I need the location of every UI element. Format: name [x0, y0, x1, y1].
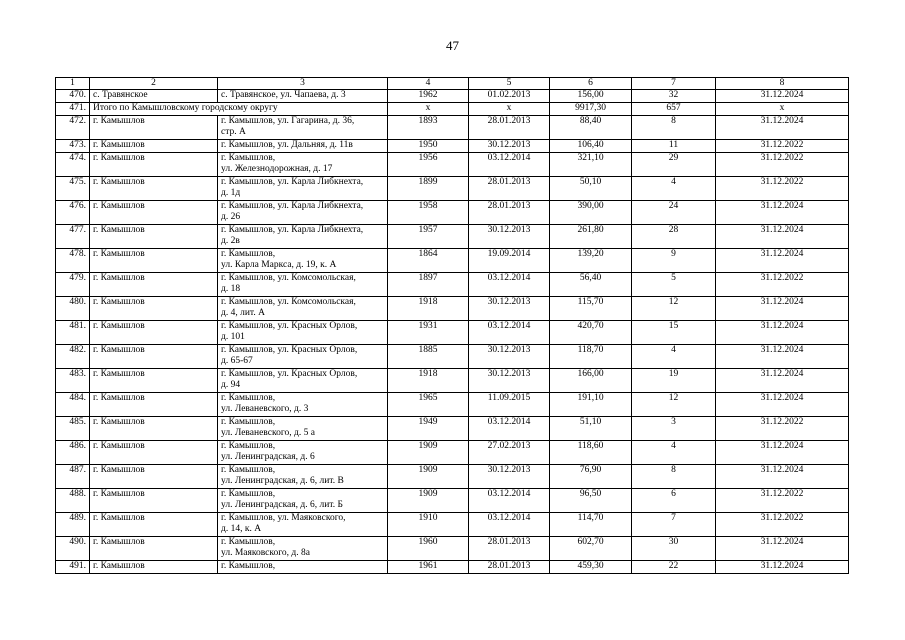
area-cell: 9917,30 [550, 103, 632, 116]
row-number-cell: 476. [56, 201, 90, 225]
table-row [56, 561, 849, 574]
inclusion-date-cell: 03.12.2014 [469, 513, 550, 537]
row-number-cell: 481. [56, 321, 90, 345]
address-line: г. Камышлов, ул. Красных Орлов, [221, 345, 358, 355]
address-line: ул. Железнодорожная, д. 17 [221, 164, 333, 174]
table-row [56, 417, 849, 441]
residents-count-cell: 29 [632, 153, 716, 177]
address-cell [218, 321, 388, 345]
build-year-cell: 1965 [388, 393, 469, 417]
table-row [56, 177, 849, 201]
column-number: 6 [550, 78, 632, 90]
address-cell [218, 465, 388, 489]
address-line: д. 4, лит. А [221, 308, 265, 318]
settlement-cell: г. Камышлов [90, 225, 218, 249]
table-row [56, 153, 849, 177]
inclusion-date-cell: 30.12.2013 [469, 225, 550, 249]
address-cell [218, 393, 388, 417]
address-cell [218, 201, 388, 225]
residents-count-cell: 22 [632, 561, 716, 574]
settlement-cell: г. Камышлов [90, 537, 218, 561]
residents-count-cell: 32 [632, 90, 716, 103]
residents-count-cell: 3 [632, 417, 716, 441]
page-number: 47 [446, 38, 459, 53]
build-year-cell: 1909 [388, 465, 469, 489]
address-line: г. Камышлов, [221, 465, 276, 475]
row-number-cell: 483. [56, 369, 90, 393]
residents-count-cell: 24 [632, 201, 716, 225]
address-line: г. Камышлов, ул. Комсомольская, [221, 273, 356, 283]
table-row [56, 465, 849, 489]
table-row [56, 249, 849, 273]
row-number-cell: 489. [56, 513, 90, 537]
area-cell: 118,70 [550, 345, 632, 369]
deadline-date-cell: 31.12.2022 [716, 140, 849, 153]
inclusion-date-cell: 28.01.2013 [469, 537, 550, 561]
build-year-cell: 1918 [388, 297, 469, 321]
table-row [56, 489, 849, 513]
address-line: г. Камышлов, ул. Гагарина, д. 36, [221, 116, 355, 126]
deadline-date-cell: 31.12.2022 [716, 177, 849, 201]
row-number-cell: 474. [56, 153, 90, 177]
build-year-cell: 1950 [388, 140, 469, 153]
address-line: г. Камышлов, ул. Комсомольская, [221, 297, 356, 307]
settlement-cell: г. Камышлов [90, 489, 218, 513]
build-year-cell: 1909 [388, 441, 469, 465]
deadline-date-cell: х [716, 103, 849, 116]
column-number: 5 [469, 78, 550, 90]
settlement-cell: г. Камышлов [90, 393, 218, 417]
address-line: д. 14, к. А [221, 524, 262, 534]
table-row [56, 345, 849, 369]
address-line: г. Камышлов, [221, 489, 276, 499]
area-cell: 191,10 [550, 393, 632, 417]
housing-registry-table [55, 77, 849, 574]
build-year-cell: 1957 [388, 225, 469, 249]
settlement-cell: г. Камышлов [90, 417, 218, 441]
table-row [56, 90, 849, 103]
build-year-cell: 1893 [388, 116, 469, 140]
build-year-cell: 1962 [388, 90, 469, 103]
address-cell [218, 140, 388, 153]
address-line: д. 1д [221, 188, 241, 198]
address-line: г. Камышлов, [221, 153, 276, 163]
deadline-date-cell: 31.12.2024 [716, 369, 849, 393]
residents-count-cell: 6 [632, 489, 716, 513]
address-line: ул. Ленинградская, д. 6 [221, 452, 315, 462]
address-line: д. 26 [221, 212, 241, 222]
settlement-cell: г. Камышлов [90, 345, 218, 369]
row-number-cell: 482. [56, 345, 90, 369]
settlement-cell: г. Камышлов [90, 321, 218, 345]
inclusion-date-cell: 11.09.2015 [469, 393, 550, 417]
settlement-cell: г. Камышлов [90, 201, 218, 225]
address-line: ул. Леваневского, д. 3 [221, 404, 309, 414]
settlement-cell: г. Камышлов [90, 561, 218, 574]
row-number-cell: 475. [56, 177, 90, 201]
inclusion-date-cell: 03.12.2014 [469, 321, 550, 345]
area-cell: 96,50 [550, 489, 632, 513]
deadline-date-cell: 31.12.2024 [716, 297, 849, 321]
address-cell [218, 273, 388, 297]
deadline-date-cell: 31.12.2024 [716, 465, 849, 489]
inclusion-date-cell: 28.01.2013 [469, 116, 550, 140]
table-row [56, 297, 849, 321]
inclusion-date-cell: 03.12.2014 [469, 153, 550, 177]
address-cell [218, 513, 388, 537]
address-cell [218, 489, 388, 513]
address-line: д. 2в [221, 236, 240, 246]
table-row [56, 537, 849, 561]
settlement-cell: г. Камышлов [90, 116, 218, 140]
address-cell [218, 249, 388, 273]
deadline-date-cell: 31.12.2024 [716, 345, 849, 369]
table-row [56, 369, 849, 393]
residents-count-cell: 11 [632, 140, 716, 153]
address-cell [218, 177, 388, 201]
residents-count-cell: 9 [632, 249, 716, 273]
address-line: г. Камышлов, ул. Дальняя, д. 11в [221, 140, 353, 150]
build-year-cell: 1899 [388, 177, 469, 201]
deadline-date-cell: 31.12.2024 [716, 90, 849, 103]
table-row [56, 201, 849, 225]
inclusion-date-cell: 03.12.2014 [469, 417, 550, 441]
address-cell [218, 116, 388, 140]
address-line: ул. Леваневского, д. 5 а [221, 428, 315, 438]
address-cell [218, 345, 388, 369]
settlement-cell: г. Камышлов [90, 153, 218, 177]
row-number-cell: 490. [56, 537, 90, 561]
residents-count-cell: 19 [632, 369, 716, 393]
residents-count-cell: 4 [632, 177, 716, 201]
area-cell: 420,70 [550, 321, 632, 345]
address-line: г. Камышлов, ул. Красных Орлов, [221, 369, 358, 379]
area-cell: 390,00 [550, 201, 632, 225]
row-number-cell: 491. [56, 561, 90, 574]
address-cell [218, 90, 388, 103]
row-number-cell: 487. [56, 465, 90, 489]
row-number-cell: 473. [56, 140, 90, 153]
settlement-cell: с. Травянское [90, 90, 218, 103]
table-row [56, 393, 849, 417]
deadline-date-cell: 31.12.2022 [716, 153, 849, 177]
build-year-cell: 1949 [388, 417, 469, 441]
column-number: 1 [56, 78, 90, 90]
deadline-date-cell: 31.12.2024 [716, 441, 849, 465]
table-row [56, 116, 849, 140]
address-line: г. Камышлов, ул. Карла Либкнехта, [221, 177, 364, 187]
residents-count-cell: 8 [632, 116, 716, 140]
address-line: ул. Маяковского, д. 8а [221, 548, 310, 558]
build-year-cell: 1961 [388, 561, 469, 574]
inclusion-date-cell: 19.09.2014 [469, 249, 550, 273]
table-row [56, 273, 849, 297]
area-cell: 321,10 [550, 153, 632, 177]
deadline-date-cell: 31.12.2022 [716, 513, 849, 537]
address-cell [218, 417, 388, 441]
deadline-date-cell: 31.12.2022 [716, 489, 849, 513]
area-cell: 261,80 [550, 225, 632, 249]
address-cell [218, 537, 388, 561]
inclusion-date-cell: х [469, 103, 550, 116]
build-year-cell: 1864 [388, 249, 469, 273]
table-row [56, 225, 849, 249]
area-cell: 56,40 [550, 273, 632, 297]
address-cell [218, 225, 388, 249]
inclusion-date-cell: 30.12.2013 [469, 345, 550, 369]
settlement-cell: г. Камышлов [90, 140, 218, 153]
residents-count-cell: 4 [632, 441, 716, 465]
area-cell: 114,70 [550, 513, 632, 537]
residents-count-cell: 12 [632, 393, 716, 417]
build-year-cell: 1885 [388, 345, 469, 369]
row-number-cell: 484. [56, 393, 90, 417]
address-line: д. 65-67 [221, 356, 253, 366]
inclusion-date-cell: 01.02.2013 [469, 90, 550, 103]
area-cell: 106,40 [550, 140, 632, 153]
table-row [56, 441, 849, 465]
address-line: г. Камышлов, [221, 537, 276, 547]
deadline-date-cell: 31.12.2022 [716, 273, 849, 297]
area-cell: 50,10 [550, 177, 632, 201]
residents-count-cell: 4 [632, 345, 716, 369]
inclusion-date-cell: 30.12.2013 [469, 297, 550, 321]
settlement-cell: г. Камышлов [90, 513, 218, 537]
address-cell [218, 441, 388, 465]
deadline-date-cell: 31.12.2024 [716, 249, 849, 273]
total-row [56, 103, 849, 116]
address-line: с. Травянское, ул. Чапаева, д. 3 [221, 90, 346, 100]
inclusion-date-cell: 28.01.2013 [469, 561, 550, 574]
row-number-cell: 471. [56, 103, 90, 116]
address-cell [218, 561, 388, 574]
column-number: 2 [90, 78, 218, 90]
address-line: д. 18 [221, 284, 241, 294]
row-number-cell: 479. [56, 273, 90, 297]
address-cell [218, 369, 388, 393]
build-year-cell: 1897 [388, 273, 469, 297]
area-cell: 602,70 [550, 537, 632, 561]
area-cell: 166,00 [550, 369, 632, 393]
row-number-cell: 477. [56, 225, 90, 249]
table-row [56, 321, 849, 345]
build-year-cell: 1910 [388, 513, 469, 537]
inclusion-date-cell: 28.01.2013 [469, 177, 550, 201]
deadline-date-cell: 31.12.2024 [716, 225, 849, 249]
deadline-date-cell: 31.12.2024 [716, 201, 849, 225]
area-cell: 139,20 [550, 249, 632, 273]
settlement-cell: г. Камышлов [90, 273, 218, 297]
address-cell [218, 297, 388, 321]
total-label-cell: Итого по Камышловскому городскому округу [90, 103, 388, 116]
inclusion-date-cell: 30.12.2013 [469, 140, 550, 153]
address-cell [218, 153, 388, 177]
inclusion-date-cell: 30.12.2013 [469, 369, 550, 393]
area-cell: 88,40 [550, 116, 632, 140]
residents-count-cell: 12 [632, 297, 716, 321]
deadline-date-cell: 31.12.2024 [716, 393, 849, 417]
address-line: г. Камышлов, [221, 417, 276, 427]
area-cell: 118,60 [550, 441, 632, 465]
settlement-cell: г. Камышлов [90, 441, 218, 465]
address-line: г. Камышлов, [221, 561, 276, 571]
row-number-cell: 486. [56, 441, 90, 465]
build-year-cell: 1958 [388, 201, 469, 225]
address-line: стр. А [221, 127, 246, 137]
settlement-cell: г. Камышлов [90, 177, 218, 201]
area-cell: 76,90 [550, 465, 632, 489]
row-number-cell: 480. [56, 297, 90, 321]
build-year-cell: 1918 [388, 369, 469, 393]
inclusion-date-cell: 28.01.2013 [469, 201, 550, 225]
deadline-date-cell: 31.12.2024 [716, 537, 849, 561]
build-year-cell: 1960 [388, 537, 469, 561]
settlement-cell: г. Камышлов [90, 369, 218, 393]
inclusion-date-cell: 30.12.2013 [469, 465, 550, 489]
inclusion-date-cell: 03.12.2014 [469, 273, 550, 297]
table-row [56, 140, 849, 153]
column-number: 3 [218, 78, 388, 90]
area-cell: 115,70 [550, 297, 632, 321]
address-line: г. Камышлов, [221, 441, 276, 451]
column-number: 7 [632, 78, 716, 90]
deadline-date-cell: 31.12.2024 [716, 561, 849, 574]
residents-count-cell: 15 [632, 321, 716, 345]
settlement-cell: г. Камышлов [90, 297, 218, 321]
row-number-cell: 470. [56, 90, 90, 103]
deadline-date-cell: 31.12.2024 [716, 116, 849, 140]
table-row [56, 513, 849, 537]
row-number-cell: 478. [56, 249, 90, 273]
residents-count-cell: 8 [632, 465, 716, 489]
column-number: 8 [716, 78, 849, 90]
area-cell: 459,30 [550, 561, 632, 574]
address-line: г. Камышлов, [221, 393, 276, 403]
column-number: 4 [388, 78, 469, 90]
deadline-date-cell: 31.12.2022 [716, 417, 849, 441]
address-line: г. Камышлов, ул. Карла Либкнехта, [221, 201, 364, 211]
column-number-row [56, 78, 849, 90]
residents-count-cell: 28 [632, 225, 716, 249]
row-number-cell: 472. [56, 116, 90, 140]
address-line: г. Камышлов, ул. Красных Орлов, [221, 321, 358, 331]
inclusion-date-cell: 03.12.2014 [469, 489, 550, 513]
residents-count-cell: 30 [632, 537, 716, 561]
address-line: г. Камышлов, [221, 249, 276, 259]
build-year-cell: 1956 [388, 153, 469, 177]
build-year-cell: 1909 [388, 489, 469, 513]
residents-count-cell: 5 [632, 273, 716, 297]
address-line: д. 94 [221, 380, 241, 390]
area-cell: 51,10 [550, 417, 632, 441]
address-line: ул. Ленинградская, д. 6, лит. В [221, 476, 344, 486]
build-year-cell: 1931 [388, 321, 469, 345]
build-year-cell: х [388, 103, 469, 116]
deadline-date-cell: 31.12.2024 [716, 321, 849, 345]
row-number-cell: 488. [56, 489, 90, 513]
residents-count-cell: 657 [632, 103, 716, 116]
settlement-cell: г. Камышлов [90, 249, 218, 273]
address-line: ул. Ленинградская, д. 6, лит. Б [221, 500, 343, 510]
inclusion-date-cell: 27.02.2013 [469, 441, 550, 465]
area-cell: 156,00 [550, 90, 632, 103]
address-line: д. 101 [221, 332, 245, 342]
settlement-cell: г. Камышлов [90, 465, 218, 489]
address-line: г. Камышлов, ул. Карла Либкнехта, [221, 225, 364, 235]
row-number-cell: 485. [56, 417, 90, 441]
address-line: г. Камышлов, ул. Маяковского, [221, 513, 346, 523]
residents-count-cell: 7 [632, 513, 716, 537]
address-line: ул. Карла Маркса, д. 19, к. А [221, 260, 337, 270]
